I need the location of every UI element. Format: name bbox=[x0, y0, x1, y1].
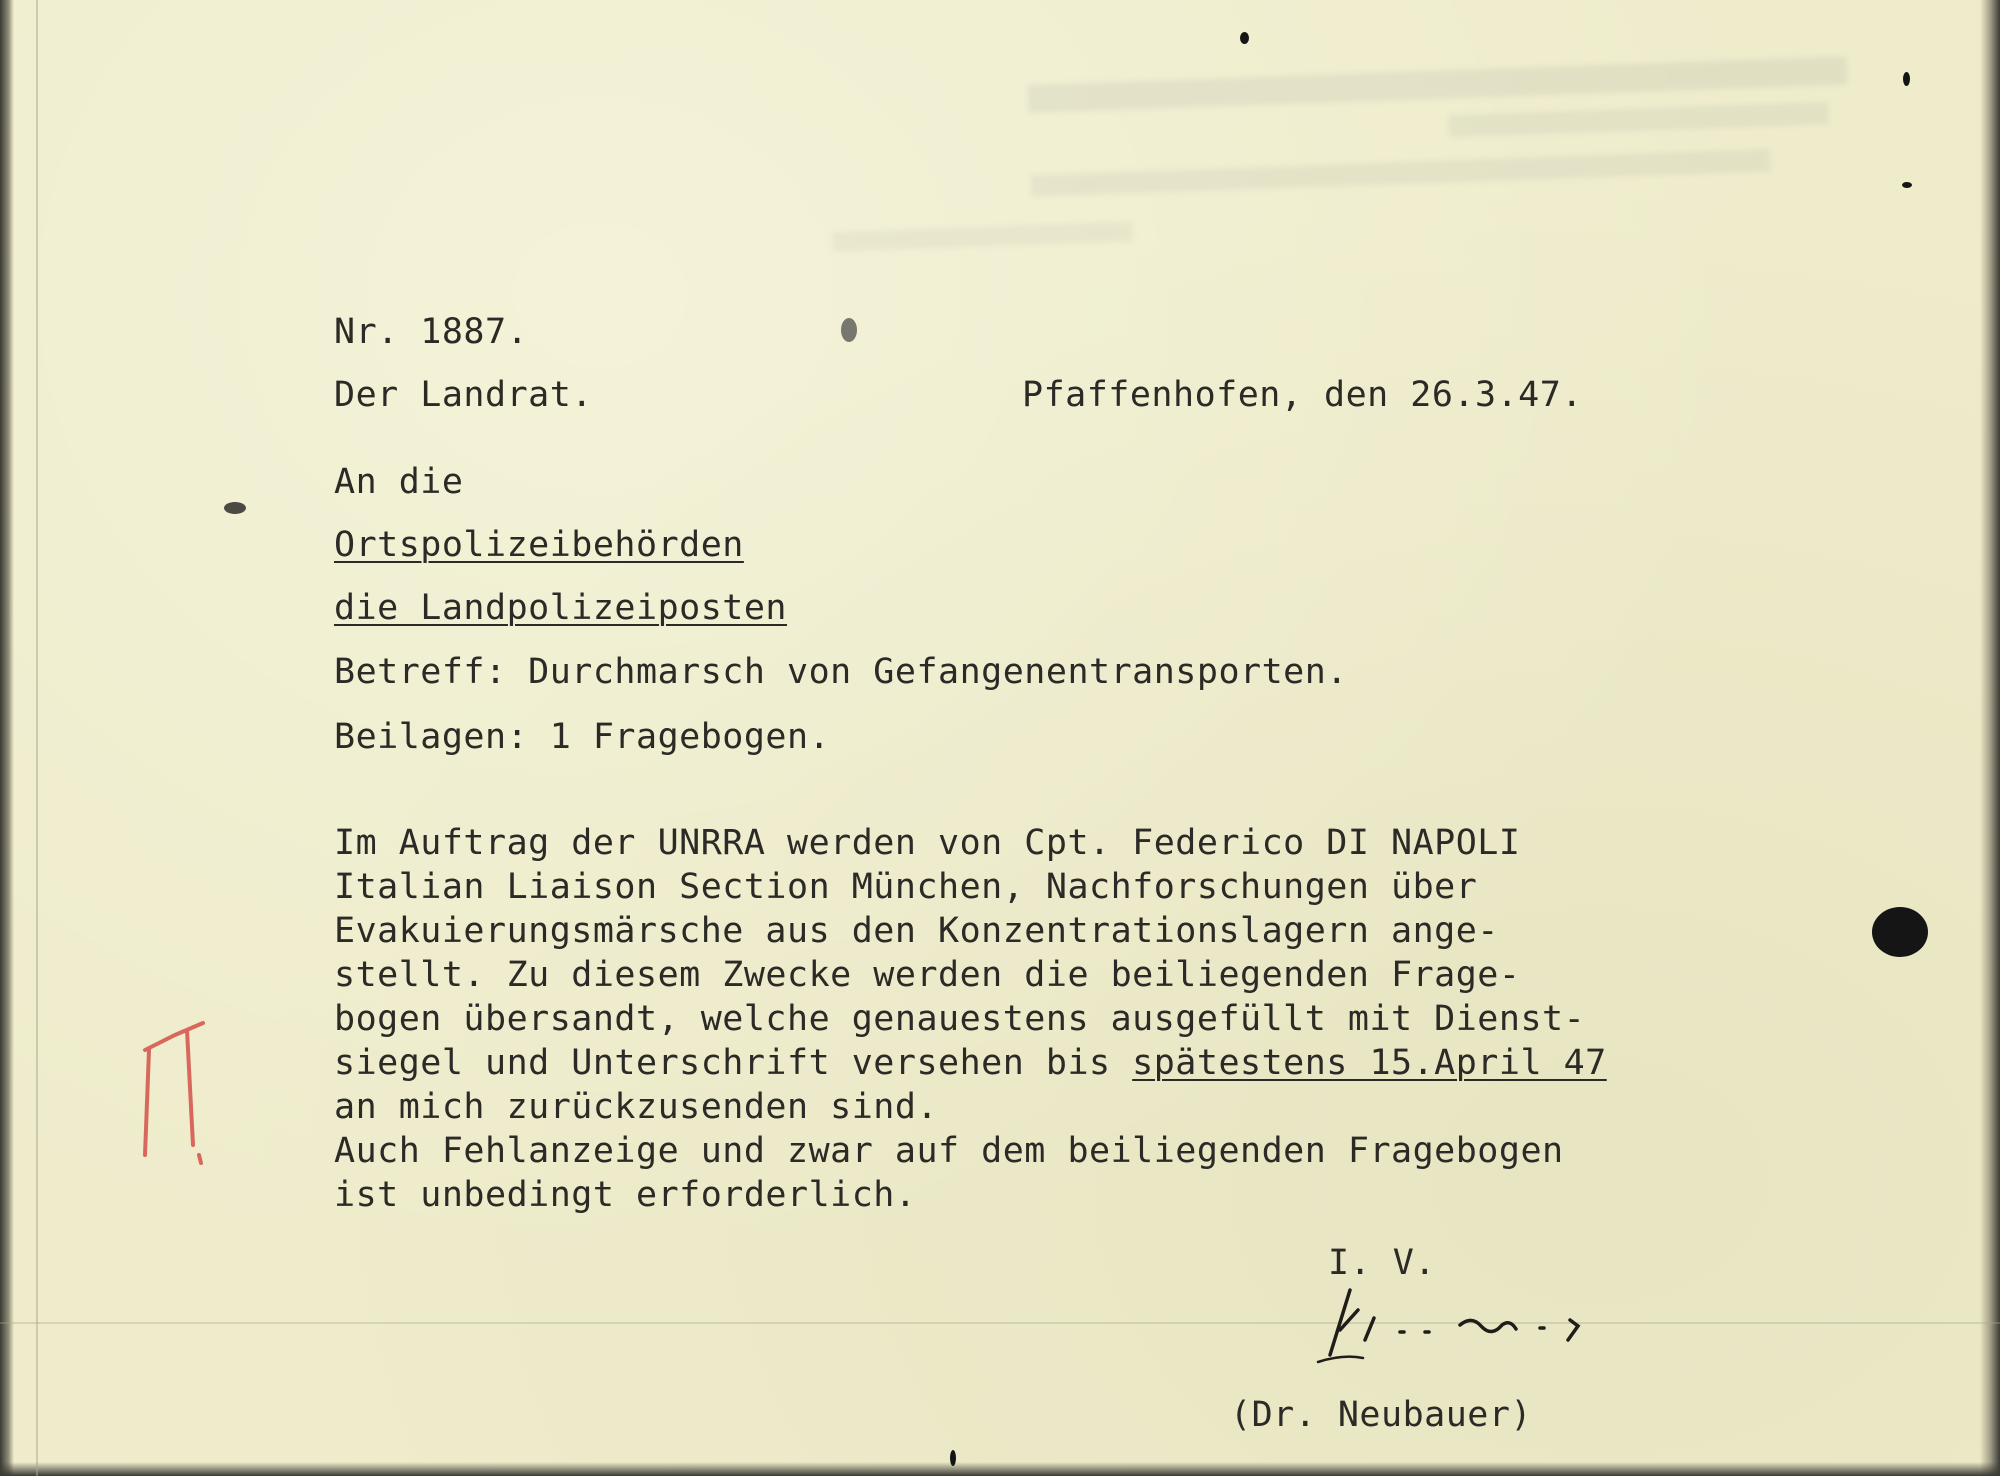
body-line bbox=[334, 1043, 1607, 1083]
body-line: stellt. Zu diesem Zwecke werden die beiliegenden Frage- bbox=[334, 955, 1521, 995]
ink-speck bbox=[224, 502, 246, 514]
body-line: Italian Liaison Section München, Nachforschungen über bbox=[334, 867, 1478, 907]
subject-line: Betreff: Durchmarsch von Gefangenentransporten. bbox=[334, 652, 1348, 692]
ink-speck bbox=[1902, 182, 1912, 188]
body-line: an mich zurückzusenden sind. bbox=[334, 1087, 939, 1127]
body-line: Evakuierungsmärsche aus den Konzentrationslagern ange- bbox=[334, 911, 1499, 951]
signatory-name: (Dr. Neubauer) bbox=[1230, 1395, 1533, 1435]
red-pencil-mark bbox=[135, 1005, 215, 1165]
body-line: Im Auftrag der UNRRA werden von Cpt. Federico DI NAPOLI bbox=[334, 823, 1521, 863]
body-line: ist unbedingt erforderlich. bbox=[334, 1175, 917, 1215]
recipient-line-2: die Landpolizeiposten bbox=[334, 588, 788, 628]
recipient-line-1: Ortspolizeibehörden bbox=[334, 525, 744, 565]
ink-speck bbox=[1903, 72, 1910, 86]
scan-edge-left bbox=[0, 0, 14, 1476]
attachments-line: Beilagen: 1 Fragebogen. bbox=[334, 717, 831, 757]
ink-speck bbox=[1240, 32, 1249, 44]
closing-iv: I. V. bbox=[1328, 1243, 1436, 1283]
paper-fold-horizontal bbox=[0, 1322, 2000, 1324]
reverse-side-bleed-through bbox=[1027, 55, 1893, 265]
paper-fold-vertical bbox=[36, 0, 38, 1476]
reference-number: Nr. 1887. bbox=[334, 312, 529, 352]
place-and-date: Pfaffenhofen, den 26.3.47. bbox=[1022, 375, 1583, 415]
punch-hole bbox=[1872, 907, 1928, 957]
body-line: Auch Fehlanzeige und zwar auf dem beiliegenden Fragebogen bbox=[334, 1131, 1564, 1171]
deadline-text: spätestens 15.April 47 bbox=[1132, 1043, 1607, 1083]
ink-speck bbox=[841, 318, 857, 342]
sender-office: Der Landrat. bbox=[334, 375, 593, 415]
body-line: bogen übersandt, welche genauestens ausgefüllt mit Dienst- bbox=[334, 999, 1586, 1039]
scan-edge-bottom bbox=[0, 1462, 2000, 1476]
recipient-salutation: An die bbox=[334, 462, 464, 502]
ink-speck bbox=[950, 1450, 956, 1466]
scan-edge-right bbox=[1980, 0, 2000, 1476]
body-text: siegel und Unterschrift versehen bis bbox=[334, 1043, 1133, 1083]
handwritten-signature bbox=[1310, 1270, 1660, 1370]
